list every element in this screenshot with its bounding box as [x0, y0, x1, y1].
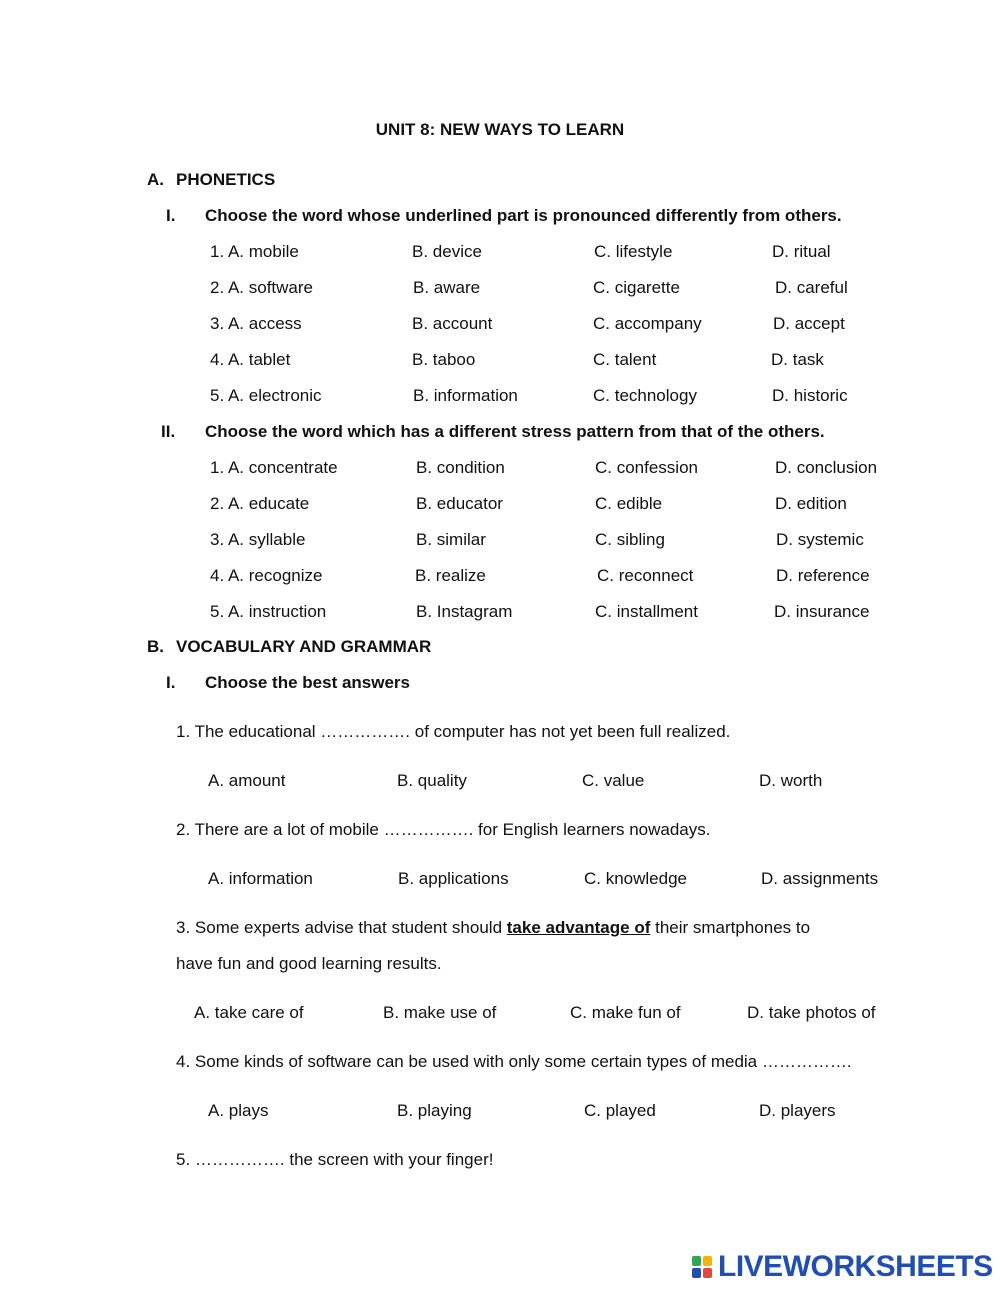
option-d[interactable]: D. historic — [772, 386, 848, 405]
option-a[interactable]: A. information — [208, 869, 313, 888]
section-a-heading: PHONETICS — [176, 170, 276, 189]
liveworksheets-logo-icon — [692, 1256, 714, 1280]
option-a[interactable]: 4. A. tablet — [210, 350, 291, 369]
option-a[interactable]: 2. A. educate — [210, 494, 310, 513]
option-d[interactable]: D. players — [759, 1101, 836, 1120]
option-b[interactable]: B. playing — [397, 1101, 472, 1120]
option-c[interactable]: C. value — [582, 771, 645, 790]
option-b[interactable]: B. taboo — [412, 350, 476, 369]
option-b[interactable]: B. information — [413, 386, 518, 405]
option-b[interactable]: B. make use of — [383, 1003, 497, 1022]
question-3-stem-line2: have fun and good learning results. — [176, 954, 442, 973]
option-a[interactable]: 4. A. recognize — [210, 566, 323, 585]
option-d[interactable]: D. careful — [775, 278, 848, 297]
option-c[interactable]: C. sibling — [595, 530, 665, 549]
question-3-key-phrase: take advantage of — [506, 918, 651, 937]
question-3-stem-before: 3. Some experts advise that student should — [176, 918, 507, 937]
option-c[interactable]: C. make fun of — [570, 1003, 681, 1022]
option-b[interactable]: B. similar — [416, 530, 486, 549]
option-b[interactable]: B. aware — [413, 278, 481, 297]
option-b[interactable]: B. applications — [398, 869, 509, 888]
option-a[interactable]: A. plays — [208, 1101, 269, 1120]
option-a[interactable]: 5. A. instruction — [210, 602, 327, 621]
option-a[interactable]: 1. A. concentrate — [210, 458, 338, 477]
section-b-label: B. — [147, 637, 164, 656]
option-d[interactable]: D. task — [771, 350, 824, 369]
part-b1-number: I. — [166, 673, 176, 692]
option-b[interactable]: B. condition — [416, 458, 505, 477]
option-c[interactable]: C. knowledge — [584, 869, 688, 888]
option-c[interactable]: C. accompany — [593, 314, 702, 333]
option-c[interactable]: C. played — [584, 1101, 656, 1120]
option-b[interactable]: B. device — [412, 242, 482, 261]
question-3-stem-after: their smartphones to — [650, 918, 811, 937]
option-d[interactable]: D. systemic — [776, 530, 864, 549]
option-d[interactable]: D. accept — [773, 314, 845, 333]
option-c[interactable]: C. cigarette — [593, 278, 680, 297]
option-c[interactable]: C. talent — [593, 350, 657, 369]
option-c[interactable]: C. reconnect — [597, 566, 694, 585]
question-2-stem: 2. There are a lot of mobile ……………. for English learners nowadays. — [176, 820, 711, 839]
option-a[interactable]: 2. A. software — [210, 278, 313, 297]
option-d[interactable]: D. insurance — [774, 602, 870, 621]
option-a[interactable]: 1. A. mobile — [210, 242, 299, 261]
question-1-stem: 1. The educational ……………. of computer has not yet been full realized. — [176, 722, 731, 741]
option-b[interactable]: B. quality — [397, 771, 467, 790]
page-title: UNIT 8: NEW WAYS TO LEARN — [375, 120, 625, 139]
option-b[interactable]: B. account — [412, 314, 493, 333]
option-c[interactable]: C. edible — [595, 494, 663, 513]
part-b1-instruction: Choose the best answers — [205, 673, 411, 692]
option-d[interactable]: D. worth — [759, 771, 823, 790]
question-4-stem: 4. Some kinds of software can be used with only some certain types of media ……………. — [176, 1052, 852, 1071]
part-a1-number: I. — [166, 206, 176, 225]
option-b[interactable]: B. realize — [415, 566, 486, 585]
option-a[interactable]: 5. A. electronic — [210, 386, 322, 405]
section-b-heading: VOCABULARY AND GRAMMAR — [176, 637, 432, 656]
option-a[interactable]: 3. A. access — [210, 314, 302, 333]
option-c[interactable]: C. lifestyle — [594, 242, 673, 261]
option-c[interactable]: C. installment — [595, 602, 698, 621]
option-c[interactable]: C. confession — [595, 458, 698, 477]
option-a[interactable]: 3. A. syllable — [210, 530, 306, 549]
option-d[interactable]: D. take photos of — [747, 1003, 876, 1022]
option-b[interactable]: B. educator — [416, 494, 503, 513]
option-d[interactable]: D. ritual — [772, 242, 831, 261]
part-a1-instruction: Choose the word whose underlined part is pronounced differently from others. — [205, 206, 842, 225]
liveworksheets-logo-text: LIVEWORKSHEETS — [718, 1250, 993, 1283]
section-a-label: A. — [147, 170, 164, 189]
question-3-stem — [176, 918, 810, 938]
part-a2-instruction: Choose the word which has a different stress pattern from that of the others. — [205, 422, 825, 441]
option-d[interactable]: D. assignments — [761, 869, 879, 888]
option-a[interactable]: A. amount — [208, 771, 286, 790]
option-b[interactable]: B. Instagram — [416, 602, 513, 621]
question-5-stem: 5. ……………. the screen with your finger! — [176, 1150, 494, 1169]
option-c[interactable]: C. technology — [593, 386, 697, 405]
option-d[interactable]: D. edition — [775, 494, 847, 513]
option-d[interactable]: D. reference — [776, 566, 870, 585]
option-a[interactable]: A. take care of — [194, 1003, 304, 1022]
option-d[interactable]: D. conclusion — [775, 458, 878, 477]
part-a2-number: II. — [161, 422, 176, 441]
